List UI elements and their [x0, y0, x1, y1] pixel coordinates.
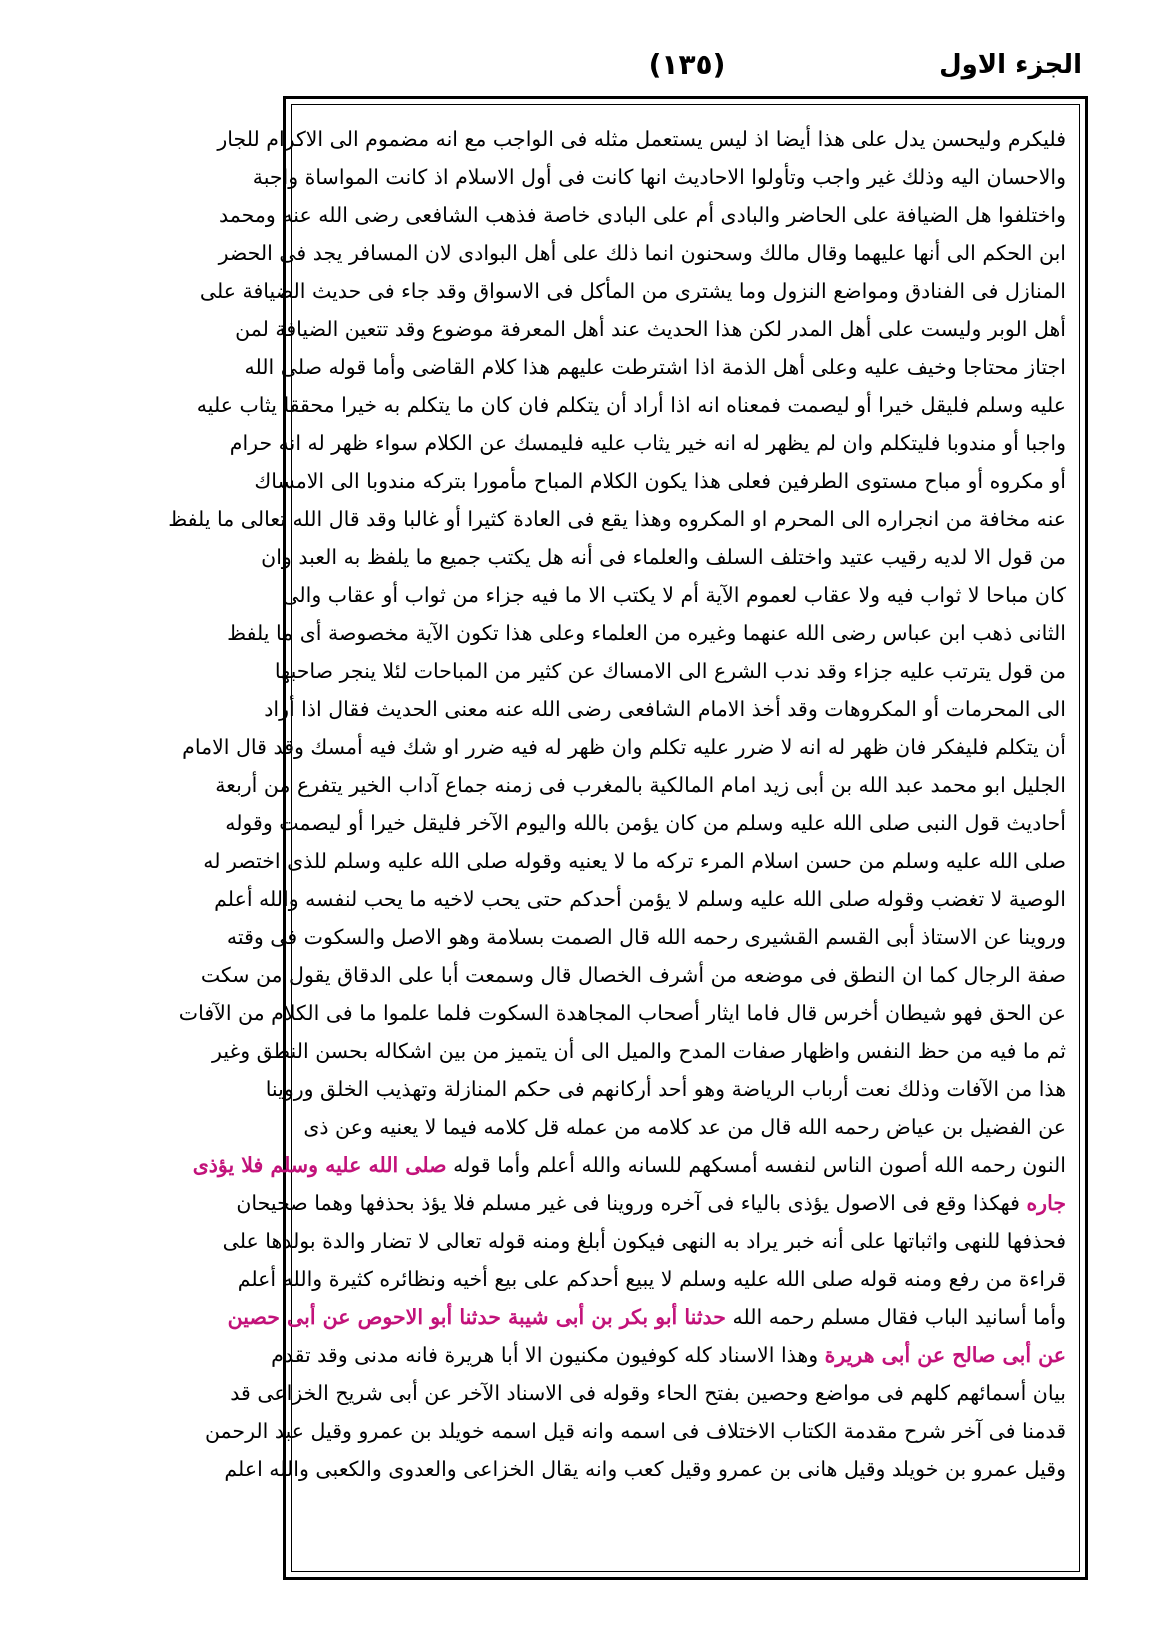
text-line	[192, 1146, 1066, 1184]
text-line	[215, 766, 1066, 804]
text-segment: صفة الرجال كما ان النطق فى موضعه من أشرف الخصال قال وسمعت أبا على الدقاق يقول من سكت	[200, 963, 1066, 987]
text-line	[252, 158, 1066, 196]
text-line	[199, 272, 1066, 310]
text-segment: صلى الله عليه وسلم من حسن اسلام المرء تركه ما لا يعنيه وقوله صلى الله عليه وسلم للذى اختصر له	[203, 849, 1066, 873]
text-segment: عن الحق فهو شيطان أخرس قال فاما ايثار أصحاب المجاهدة السكوت فلما علموا ما فى الكلام من الآفات	[178, 1001, 1066, 1025]
text-segment: كان مباحا لا ثواب فيه ولا عقاب لعموم الآية أم لا يكتب الا ما فيه جزاء من ثواب أو عقاب والى	[282, 583, 1066, 607]
text-line	[227, 1298, 1066, 1336]
text-line	[271, 1336, 1066, 1374]
highlighted-text: عن أبى صالح عن أبى هريرة	[824, 1343, 1066, 1367]
text-segment: فهكذا وقع فى الاصول يؤذى بالياء فى آخره وروينا فى غير مسلم فلا يؤذ بحذفها وهما صحيحان	[236, 1191, 1027, 1215]
highlighted-text: حدثنا أبو بكر بن أبى شيبة حدثنا أبو الاحوص عن أبى حصين	[227, 1305, 726, 1329]
text-line	[304, 1108, 1066, 1146]
text-segment: من قول يترتب عليه جزاء وقد ندب الشرع الى الامساك عن كثير من المباحات لئلا ينجر صاحبها	[274, 659, 1066, 683]
text-segment: عليه وسلم فليقل خيرا أو ليصمت فمعناه انه اذا أراد أن يتكلم فان كان ما يتكلم به خيرا محققا يثاب عليه	[196, 393, 1066, 417]
text-line	[203, 842, 1066, 880]
text-line	[264, 690, 1066, 728]
body-text	[168, 120, 1066, 1488]
text-line	[212, 1032, 1066, 1070]
highlighted-text: صلى الله عليه وسلم فلا يؤذى	[192, 1153, 447, 1177]
text-segment: بيان أسمائهم كلهم فى مواضع وحصين بفتح الحاء وقوله فى الاسناد الآخر عن أبى شريح الخزاعى قد	[230, 1381, 1066, 1405]
text-line	[196, 386, 1066, 424]
text-segment: أو مكروه أو مباح مستوى الطرفين فعلى هذا يكون الكلام المباح مأمورا بتركه مندوبا الى الامساك	[254, 469, 1066, 493]
text-line	[168, 500, 1066, 538]
text-line	[222, 1222, 1066, 1260]
volume-title: الجزء الاول	[939, 50, 1082, 80]
text-segment: فليكرم وليحسن يدل على هذا أيضا اذ ليس يستعمل مثله فى الواجب مع انه مضموم الى الاكرام للجار	[217, 127, 1066, 151]
text-line	[236, 1184, 1066, 1222]
text-segment: قدمنا فى آخر شرح مقدمة الكتاب الاختلاف فى اسمه وانه قيل اسمه خويلد بن عمرو وقيل عبد الرحمن	[204, 1419, 1066, 1443]
text-line	[230, 1374, 1066, 1412]
text-segment: الثانى ذهب ابن عباس رضى الله عنهما وغيره من العلماء وعلى هذا تكون الآية مخصوصة أى ما يلفظ	[227, 621, 1066, 645]
text-segment: النون رحمه الله أصون الناس لنفسه أمسكهم للسانه والله أعلم وأما قوله	[446, 1153, 1066, 1177]
text-segment: أهل الوبر وليست على أهل المدر لكن هذا الحديث عند أهل المعرفة موضوع وقد تتعين الضيافة لمن	[235, 317, 1066, 341]
text-segment: عنه مخافة من انجراره الى المحرم او المكروه وهذا يقع فى العادة كثيرا أو غالبا وقد قال الله تعالى ما يلفظ	[168, 507, 1066, 531]
text-line	[200, 956, 1066, 994]
text-line	[218, 234, 1066, 272]
text-segment: وأما أسانيد الباب فقال مسلم رحمه الله	[725, 1305, 1066, 1329]
text-line	[219, 196, 1066, 234]
text-line	[261, 538, 1066, 576]
text-line	[217, 120, 1066, 158]
highlighted-text: جاره	[1026, 1191, 1066, 1215]
text-line	[237, 1260, 1066, 1298]
page-header	[292, 44, 1082, 90]
text-line	[274, 652, 1066, 690]
text-segment: قراءة من رفع ومنه قوله صلى الله عليه وسلم لا يبيع أحدكم على بيع أخيه ونظائره كثيرة والله أعلم	[237, 1267, 1066, 1291]
page-number: (١٣٥)	[648, 48, 726, 81]
text-line	[254, 462, 1066, 500]
text-line	[282, 576, 1066, 614]
text-line	[265, 1070, 1066, 1108]
text-segment: وقيل عمرو بن خويلد وقيل هانى بن عمرو وقيل كعب وانه يقال الخزاعى والعدوى والكعبى والله اعلم	[224, 1457, 1066, 1481]
text-line	[227, 614, 1066, 652]
text-segment: فحذفها للنهى واثباتها على أنه خبر يراد به النهى فيكون أبلغ ومنه قوله تعالى لا تضار والدة بولدها على	[222, 1229, 1066, 1253]
text-segment: من قول الا لديه رقيب عتيد واختلف السلف والعلماء فى أنه هل يكتب جميع ما يلفظ به العبد وان	[261, 545, 1066, 569]
text-segment: أن يتكلم فليفكر فان ظهر له انه لا ضرر عليه تكلم وان ظهر له فيه ضرر او شك فيه أمسك وقد قال الامام	[182, 735, 1066, 759]
text-segment: وروينا عن الاستاذ أبى القسم القشيرى رحمه الله قال الصمت بسلامة وهو الاصل والسكوت فى وقته	[226, 925, 1066, 949]
text-segment: الى المحرمات أو المكروهات وقد أخذ الامام الشافعى رضى الله عنه معنى الحديث فقال اذا أراد	[264, 697, 1066, 721]
text-segment: اجتاز محتاجا وخيف عليه وعلى أهل الذمة اذا اشترطت عليهم هذا كلام القاضى وأما قوله صلى الله	[244, 355, 1066, 379]
text-line	[244, 348, 1066, 386]
text-segment: وهذا الاسناد كله كوفيون مكنيون الا أبا هريرة فانه مدنى وقد تقدم	[271, 1343, 825, 1367]
text-line	[235, 310, 1066, 348]
text-segment: عن الفضيل بن عياض رحمه الله قال من عد كلامه من عمله قل كلامه فيما لا يعنيه وعن ذى	[303, 1115, 1066, 1139]
text-line	[226, 918, 1066, 956]
text-segment: الوصية لا تغضب وقوله صلى الله عليه وسلم لا يؤمن أحدكم حتى يحب لاخيه ما يحب لنفسه والله أعلم	[214, 887, 1066, 911]
text-segment: واجبا أو مندوبا فليتكلم وان لم يظهر له انه خير يثاب عليه فليمسك عن الكلام سواء ظهر له انه حرام	[229, 431, 1066, 455]
text-segment: ثم ما فيه من حظ النفس واظهار صفات المدح والميل الى أن يتميز من بين اشكاله بحسن النطق وغير	[212, 1039, 1066, 1063]
text-segment: والاحسان اليه وذلك غير واجب وتأولوا الاحاديث انها كانت فى أول الاسلام اذ كانت المواساة واجبة	[252, 165, 1066, 189]
text-segment: الجليل ابو محمد عبد الله بن أبى زيد امام المالكية بالمغرب فى زمنه جماع آداب الخير يتفرع من أربعة	[215, 773, 1066, 797]
text-line	[224, 1450, 1066, 1488]
text-line	[182, 728, 1066, 766]
text-segment: المنازل فى الفنادق ومواضع النزول وما يشترى من المأكل فى الاسواق وقد جاء فى حديث الضيافة على	[199, 279, 1066, 303]
text-line	[225, 804, 1066, 842]
text-segment: أحاديث قول النبى صلى الله عليه وسلم من كان يؤمن بالله واليوم الآخر فليقل خيرا أو ليصمت وقوله	[225, 811, 1066, 835]
text-segment: ابن الحكم الى أنها عليهما وقال مالك وسحنون انما ذلك على أهل البوادى لان المسافر يجد فى الحضر	[218, 241, 1066, 265]
text-line	[214, 880, 1066, 918]
text-segment: هذا من الآفات وذلك نعت أرباب الرياضة وهو أحد أركانهم فى حكم المنازلة وتهذيب الخلق وروينا	[265, 1077, 1066, 1101]
text-line	[178, 994, 1066, 1032]
text-line	[229, 424, 1066, 462]
text-line	[204, 1412, 1066, 1450]
text-segment: واختلفوا هل الضيافة على الحاضر والبادى أم على البادى خاصة فذهب الشافعى رضى الله عنه ومحمد	[219, 203, 1066, 227]
